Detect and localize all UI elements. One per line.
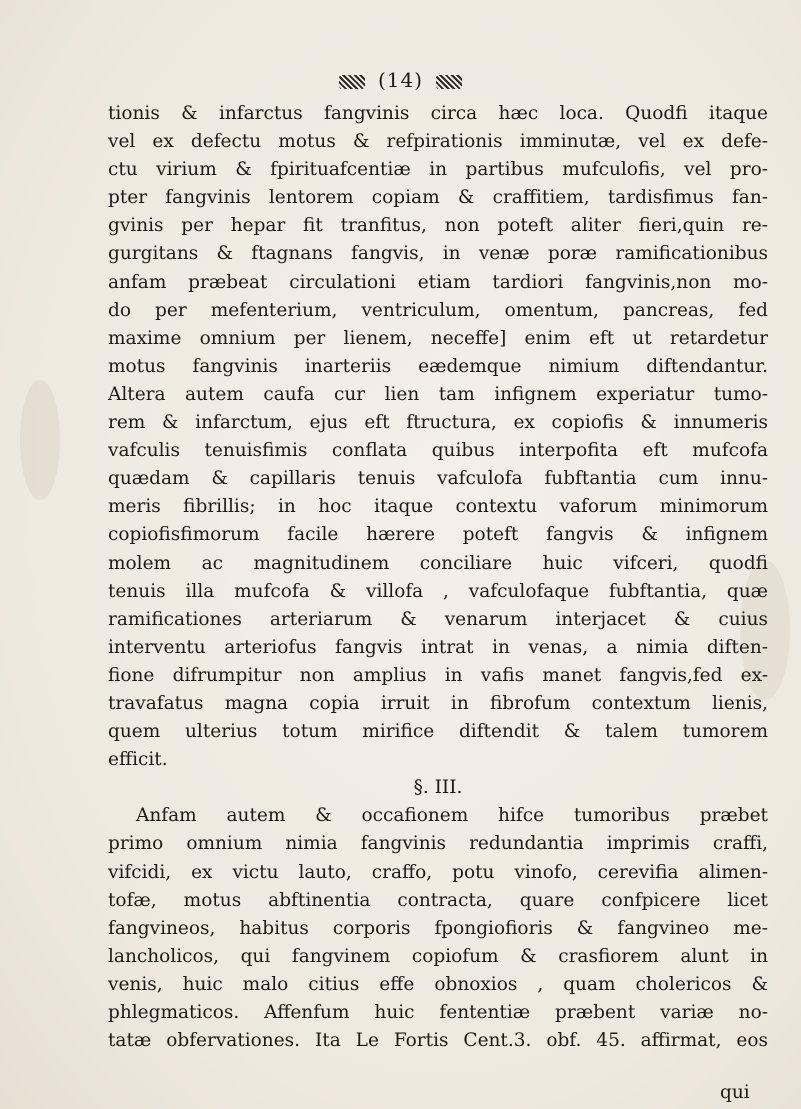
text-line: maxime omnium per lienem, neceffe] enim eft ut retardetur (108, 327, 768, 349)
text-line: tionis & infarctus fangvinis circa hæc loca. Quodfi itaque (108, 103, 768, 124)
text-line: tatæ obfervationes. Ita Le Fortis Cent.3. obf. 45. affirmat, eos (108, 1030, 768, 1052)
text-line: vafculis tenuisfimis conflata quibus interpofita eft mufcofa (108, 440, 768, 462)
text-line: gvinis per hepar fit tranfitus, non poteft aliter fieri,quin re- (108, 215, 768, 237)
page-stain (20, 380, 60, 500)
text-line: anfam præbeat circulationi etiam tardiori fangvinis,non mo- (108, 271, 768, 293)
ornament-right-icon (436, 75, 462, 89)
catchword: qui (720, 1082, 750, 1103)
text-line: ctu virium & fpirituafcentiæ in partibus mufculofis, vel pro- (108, 159, 768, 181)
text-line: do per mefenterium, ventriculum, omentum, pancreas, fed (108, 299, 768, 321)
text-line: fione difrumpitur non amplius in vafis manet fangvis,fed ex- (108, 664, 768, 686)
text-line: tofæ, motus abftinentia contracta, quare confpicere licet (108, 889, 768, 911)
text-line: efficit. (108, 749, 168, 771)
text-line: phlegmaticos. Affenfum huic fententiæ præbent variæ no- (108, 1002, 768, 1023)
text-line: vel ex defectu motus & refpirationis imminutæ, vel ex defe- (108, 131, 768, 153)
text-line: vifcidi, ex victu lauto, craffo, potu vinofo, cerevifia alimen- (108, 861, 768, 883)
text-line: lancholicos, qui fangvinem copiofum & crasfiorem alunt in (108, 945, 768, 967)
text-line: primo omnium nimia fangvinis redundantia imprimis craffi, (108, 833, 768, 855)
text-line: gurgitans & ftagnans fangvis, in venæ poræ ramificationibus (108, 243, 768, 265)
text-line: copiofisfimorum facile hærere poteft fangvis & infignem (108, 524, 768, 546)
text-line: Anfam autem & occafionem hifce tumoribus præbet (136, 805, 768, 827)
page-header (0, 68, 801, 92)
text-line: molem ac magnitudinem conciliare huic vifceri, quodfi (108, 552, 768, 574)
ornament-left-icon (339, 75, 365, 89)
text-line: rem & infarctum, ejus eft ftructura, ex copiofis & innumeris (108, 412, 768, 434)
text-line: travafatus magna copia irruit in fibrofum contextum lienis, (108, 692, 768, 714)
text-line: pter fangvinis lentorem copiam & craffitiem, tardisfimus fan- (108, 187, 768, 209)
text-line: quædam & capillaris tenuis vafculofa fubftantia cum innu- (108, 468, 768, 490)
body-text (108, 100, 768, 1055)
text-line: quem ulterius totum mirifice diftendit & talem tumorem (108, 721, 768, 743)
page-number: (14) (377, 68, 424, 92)
text-line: fangvineos, habitus corporis fpongiofioris & fangvineo me- (108, 917, 768, 939)
text-line: tenuis illa mufcofa & villofa , vafculofaque fubftantia, quæ (108, 580, 768, 602)
text-line: Altera autem caufa cur lien tam infignem experiatur tumo- (108, 383, 768, 405)
text-line: ramificationes arteriarum & venarum interjacet & cuius (108, 608, 768, 630)
text-line: interventu arteriofus fangvis intrat in venas, a nimia diften- (108, 636, 768, 658)
text-line: motus fangvinis inarteriis eædemque nimium diftendantur. (108, 355, 768, 377)
text-line: meris fibrillis; in hoc itaque contextu vaforum minimorum (108, 496, 768, 518)
section-heading: §. III. (413, 777, 463, 799)
text-line: venis, huic malo citius effe obnoxios , quam cholericos & (108, 973, 768, 995)
